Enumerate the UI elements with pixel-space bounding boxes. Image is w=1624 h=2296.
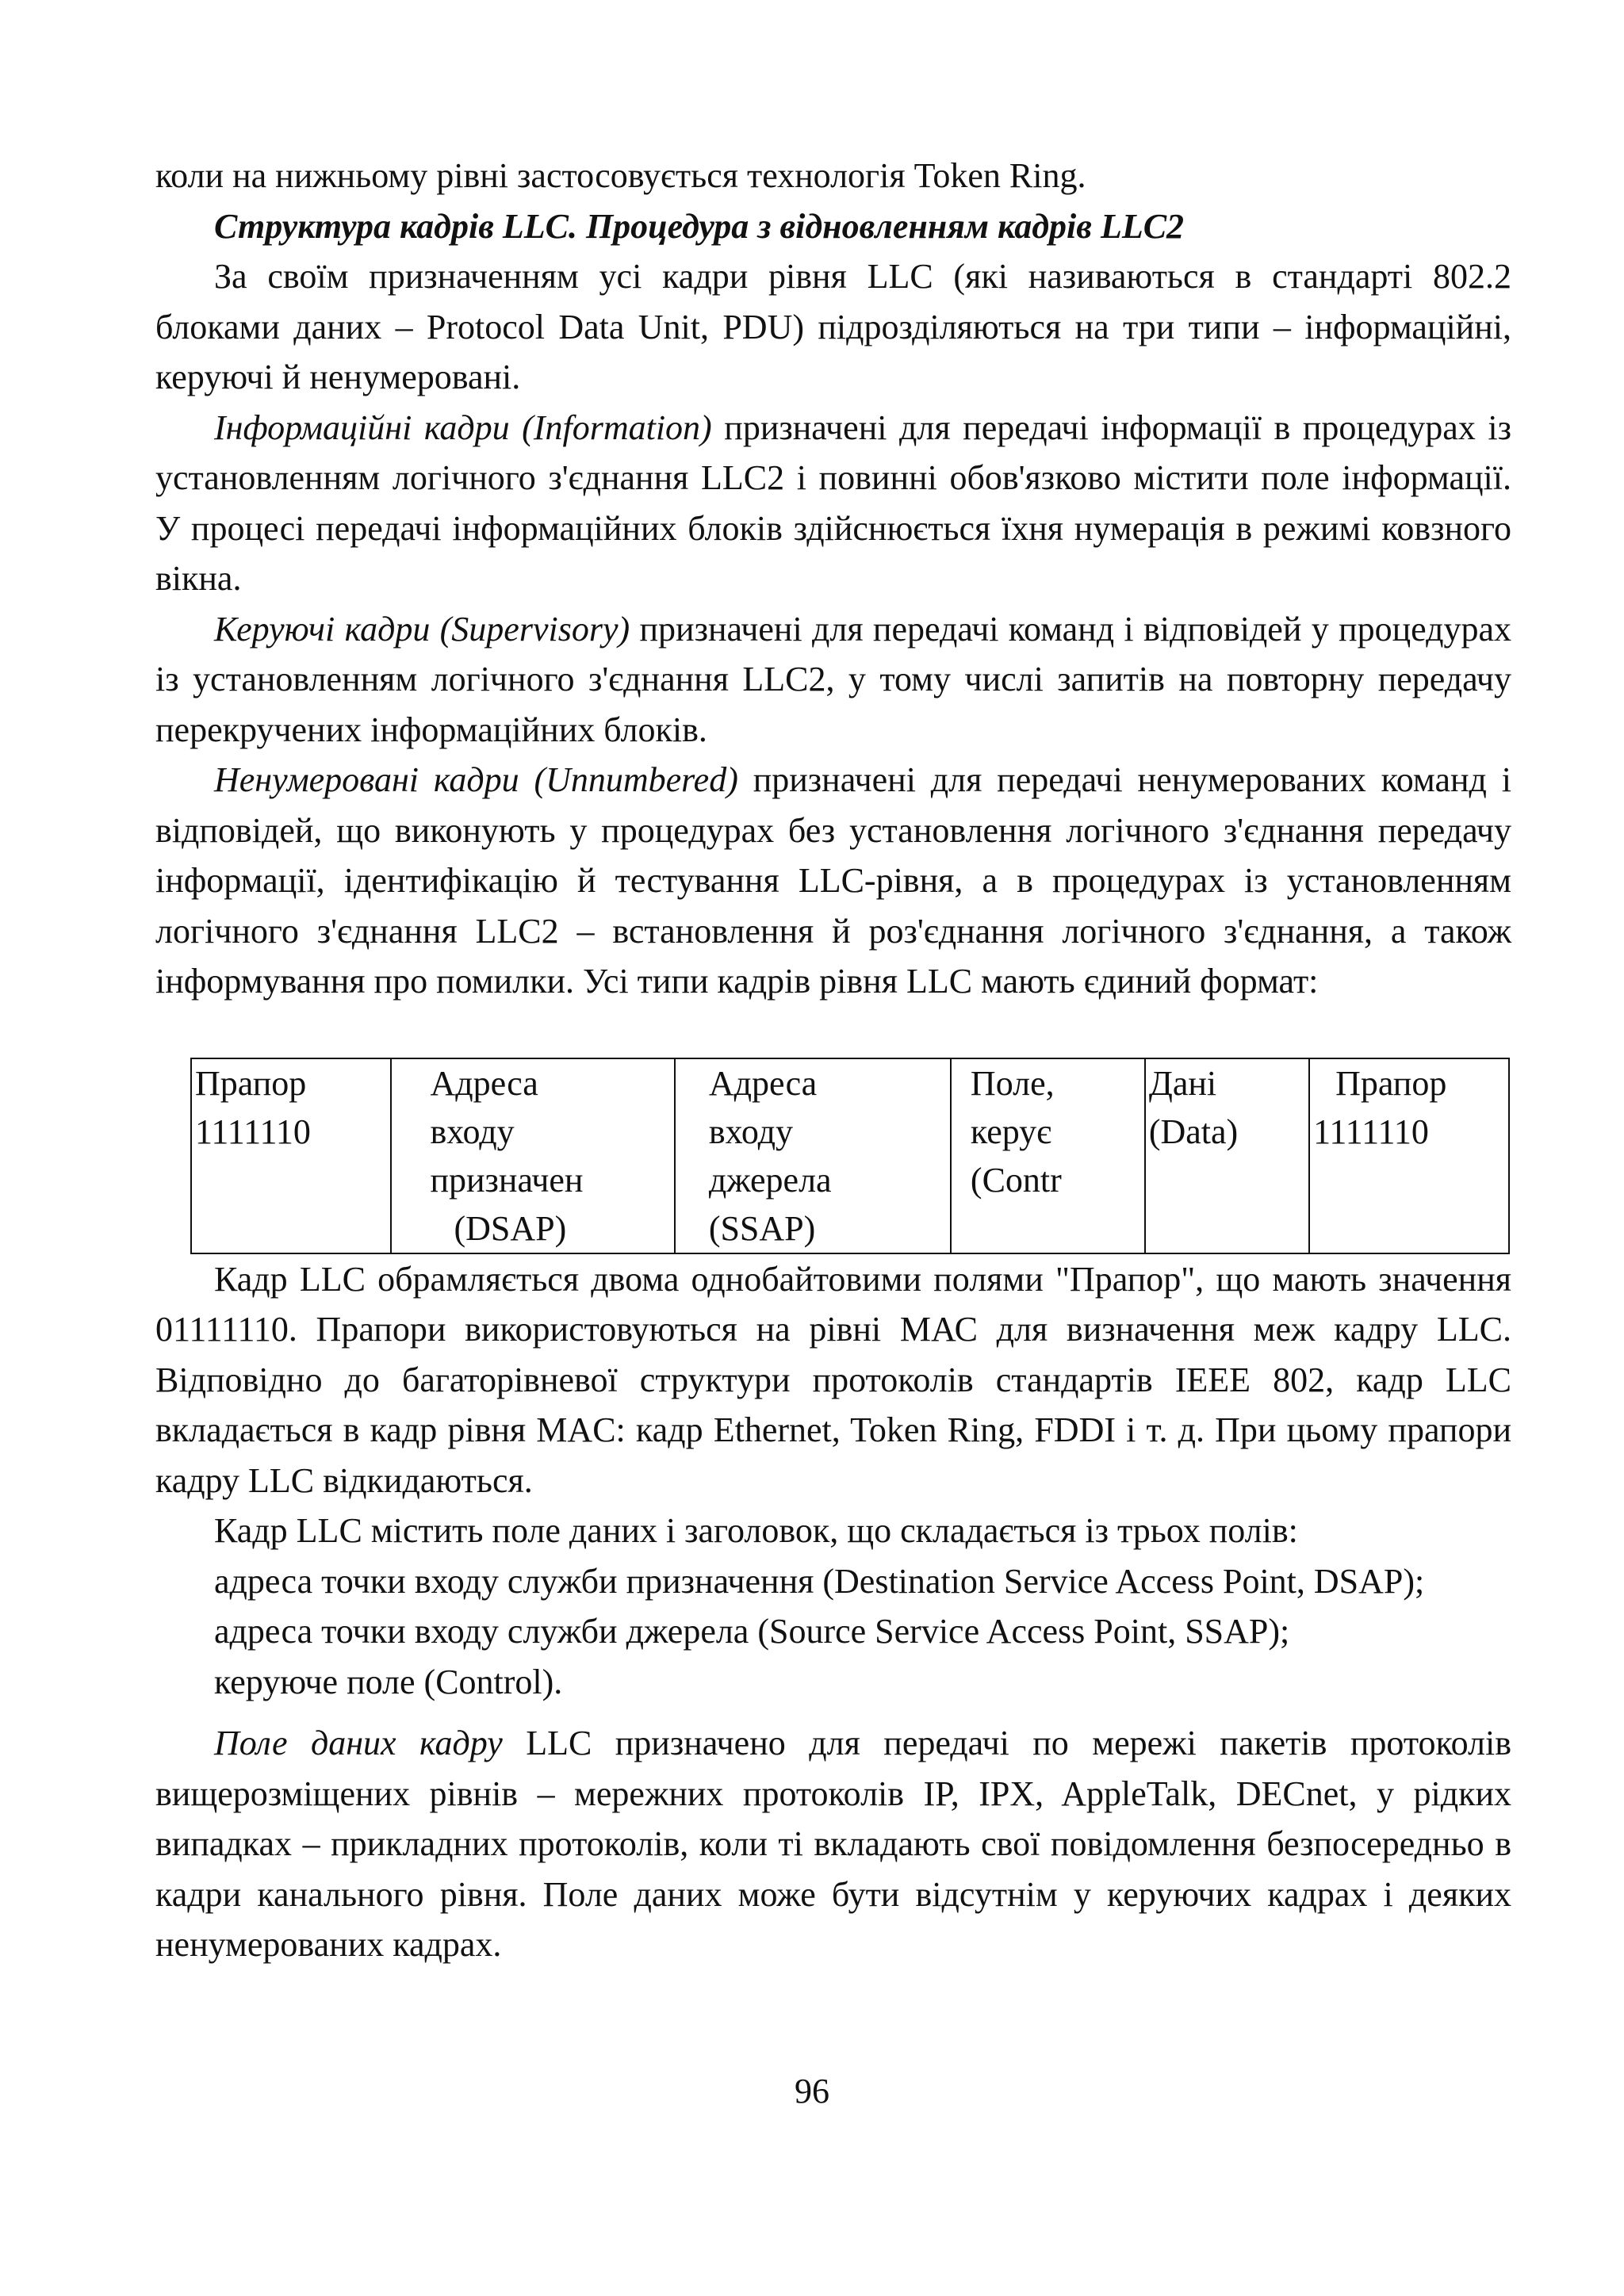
cell-text: (SSAP) xyxy=(708,1208,816,1248)
list-item-control: керуюче поле (Control). xyxy=(214,1662,563,1701)
table-cell-ssap xyxy=(675,1058,951,1253)
section-heading: Структура кадрів LLC. Процедура з відновленням кадрів LLC2 xyxy=(214,206,1185,246)
list-item-dsap: адреса точки входу служби призначення (Destination Service Access Point, DSAP); xyxy=(214,1561,1425,1601)
cell-text: Поле, xyxy=(970,1063,1055,1103)
paragraph-flags: Кадр LLC обрамляється двома однобайтовими полями "Прапор", що мають значення 01111110. Прапори використовуються на рівні МАС для визначення меж кадру LLC. Відповідно до багаторівневої структури протоколів стандартів IEEE 802, кадр LLC вкладається в кадр рівня MAC: кадр Ethernet, Token Ring, FDDI і т. д. При цьому прапори кадру LLC відкидаються. xyxy=(155,1259,1511,1500)
paragraph-information-frames xyxy=(155,403,1511,604)
term-unnumbered-frames: Ненумеровані кадри (Unnumbered) xyxy=(214,760,738,799)
table-cell-dsap xyxy=(391,1058,674,1253)
cell-text: 1111110 xyxy=(1313,1112,1429,1151)
list-item-ssap: адреса точки входу служби джерела (Source Service Access Point, SSAP); xyxy=(214,1612,1290,1651)
llc-frame-format-table xyxy=(190,1058,1510,1254)
page-number: 96 xyxy=(795,2072,829,2110)
cell-text: призначен xyxy=(430,1160,584,1200)
cell-text: 1111110 xyxy=(195,1112,311,1151)
cell-text: Адреса xyxy=(708,1063,818,1103)
paragraph-unnumbered-text: призначені для передачі ненумерованих команд і відповідей, що виконують у процедурах без установлення логічного з'єднання передачу інформації, ідентифікацію й тестування LLC-рівня, а в процедурах із установленням логічного з'єднання LLC2 – встановлення й роз'єднання логічного з'єднання, а також інформування про помилки. Усі типи кадрів рівня LLC мають єдиний формат: xyxy=(155,760,1511,1001)
cell-text: Прапор xyxy=(195,1063,307,1103)
cell-text: входу xyxy=(430,1112,515,1151)
paragraph-header-fields: Кадр LLC містить поле даних і заголовок, що складається із трьох полів: xyxy=(214,1511,1298,1550)
paragraph-data-field xyxy=(155,1718,1511,1970)
term-information-frames: Інформаційні кадри (Information) xyxy=(214,408,712,447)
cell-text: входу xyxy=(708,1112,794,1151)
cell-text: (Contr xyxy=(970,1160,1062,1200)
paragraph-supervisory-text: призначені для передачі команд і відповідей у процедурах із установленням логічного з'єднання LLC2, у тому числі запитів на повторну передачу перекручених інформаційних блоків. xyxy=(155,609,1511,749)
paragraph-supervisory-frames xyxy=(155,604,1511,756)
table-cell-control xyxy=(951,1058,1145,1253)
cell-text: (Data) xyxy=(1148,1112,1239,1151)
term-supervisory-frames: Керуючі кадри (Supervisory) xyxy=(214,609,630,649)
table-cell-data xyxy=(1145,1058,1309,1253)
cell-text: Адреса xyxy=(430,1063,538,1103)
paragraph-information-text: призначені для передачі інформації в процедурах із установленням логічного з'єднання LLC2 і повинні обов'язково містити поле інформації. У процесі передачі інформаційних блоків здійснюється їхня нумерація в режимі ковзного вікна. xyxy=(155,408,1511,598)
paragraph-frame-types: За своїм призначенням усі кадри рівня LLC (які називаються в стандарті 802.2 блоками даних – Protocol Data Unit, PDU) підрозділяються на три типи – інформаційні, керуючі й ненумеровані. xyxy=(155,257,1511,396)
cell-text: джерела xyxy=(708,1160,832,1200)
cell-text: Дані xyxy=(1148,1063,1217,1103)
table-cell-flag-start xyxy=(191,1058,391,1253)
paragraph-data-field-text: LLC призначено для передачі по мережі пакетів протоколів вищерозміщених рівнів – мережних протоколів IP, IPX, AppleTalk, DECnet, у рідких випадках – прикладних протоколів, коли ті вкладають свої повідомлення безпосередньо в кадри канального рівня. Поле даних може бути відсутнім у керуючих кадрах і деяких ненумерованих кадрах. xyxy=(155,1724,1511,1964)
cell-text: керує xyxy=(970,1112,1052,1151)
table-row xyxy=(191,1058,1509,1253)
document-page xyxy=(155,151,1511,1970)
term-data-field: Поле даних кадру xyxy=(214,1724,503,1762)
table-cell-flag-end xyxy=(1309,1058,1509,1253)
cell-text: Прапор xyxy=(1335,1063,1447,1103)
paragraph-intro-line: коли на нижньому рівні застосовується технологія Token Ring. xyxy=(155,156,1086,195)
paragraph-unnumbered-frames xyxy=(155,755,1511,1007)
cell-text: (DSAP) xyxy=(454,1208,567,1248)
